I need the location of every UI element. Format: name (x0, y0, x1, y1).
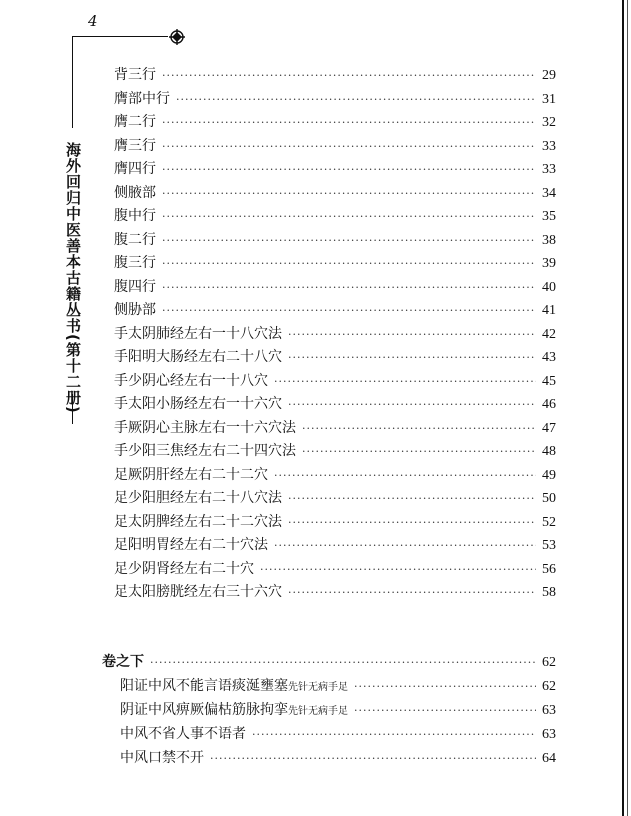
entry-page: 48 (542, 444, 556, 459)
toc-entry (114, 111, 556, 133)
toc-entry (114, 346, 556, 368)
entry-page: 58 (542, 585, 556, 600)
toc-entry (114, 534, 556, 556)
dot-leader (274, 535, 536, 557)
dot-leader (162, 300, 536, 322)
entry-page: 42 (542, 327, 556, 342)
entry-title: 背三行 (114, 67, 156, 83)
dot-leader (210, 748, 536, 770)
entry-page: 63 (542, 727, 556, 742)
entry-title: 腹四行 (114, 279, 156, 295)
header-rule (72, 36, 168, 37)
page-edge-line (622, 0, 624, 816)
dot-leader (162, 277, 536, 299)
toc-entry (120, 699, 556, 721)
entry-title: 中风不省人事不语者 (120, 726, 246, 742)
dot-leader (176, 89, 536, 111)
entry-page: 49 (542, 468, 556, 483)
toc-entry (114, 558, 556, 580)
toc-entry (114, 276, 556, 298)
dot-leader (288, 488, 536, 510)
toc-entry (114, 88, 556, 110)
dot-leader (288, 512, 536, 534)
entry-page: 31 (542, 92, 556, 107)
entry-note: 先针无病手足 (288, 682, 348, 693)
entry-page: 35 (542, 209, 556, 224)
entry-title: 手太阳小肠经左右一十六穴 (114, 396, 282, 412)
entry-page: 34 (542, 186, 556, 201)
toc-entry (114, 487, 556, 509)
entry-title: 手少阴心经左右一十八穴 (114, 373, 268, 389)
dot-leader (162, 230, 536, 252)
margin-rule-top (72, 36, 73, 128)
entry-title: 腹二行 (114, 232, 156, 248)
entry-title: 手阳明大肠经左右二十八穴 (114, 349, 282, 365)
dot-leader (274, 371, 536, 393)
entry-title: 腹三行 (114, 255, 156, 271)
dot-leader (162, 65, 536, 87)
entry-page: 53 (542, 538, 556, 553)
dot-leader (274, 465, 536, 487)
entry-title: 阳证中风不能言语痰涎壅塞 (120, 678, 288, 694)
entry-page: 52 (542, 515, 556, 530)
entry-title: 膺四行 (114, 161, 156, 177)
toc-entry (114, 581, 556, 603)
entry-title: 足厥阴肝经左右二十二穴 (114, 467, 268, 483)
dot-leader (260, 559, 536, 581)
dot-leader (288, 394, 536, 416)
toc-entry (114, 370, 556, 392)
entry-page: 33 (542, 162, 556, 177)
toc-entry (114, 135, 556, 157)
dot-leader (162, 206, 536, 228)
entry-title: 膺部中行 (114, 91, 170, 107)
dot-leader (288, 324, 536, 346)
entry-title: 中风口禁不开 (120, 750, 204, 766)
entry-title: 腹中行 (114, 208, 156, 224)
toc-entry (120, 723, 556, 745)
entry-title: 足太阴脾经左右二十二穴法 (114, 514, 282, 530)
series-title: 海外回归中医善本古籍丛书(第十二册) (64, 142, 82, 414)
entry-page: 43 (542, 350, 556, 365)
toc-entry (114, 299, 556, 321)
entry-title: 阴证中风痹厥偏枯筋脉拘挛 (120, 702, 288, 718)
dot-leader (288, 582, 536, 604)
toc-entry (114, 64, 556, 86)
entry-title: 膺三行 (114, 138, 156, 154)
entry-note: 先针无病手足 (288, 706, 348, 717)
entry-page: 47 (542, 421, 556, 436)
entry-page: 64 (542, 751, 556, 766)
entry-title: 足阳明胃经左右二十穴法 (114, 537, 268, 553)
entry-page: 40 (542, 280, 556, 295)
entry-title: 膺二行 (114, 114, 156, 130)
dot-leader (162, 112, 536, 134)
dot-leader (354, 700, 536, 722)
entry-title: 手太阴肺经左右一十八穴法 (114, 326, 282, 342)
entry-page: 29 (542, 68, 556, 83)
entry-page: 38 (542, 233, 556, 248)
ornament-icon (168, 28, 186, 46)
entry-page: 56 (542, 562, 556, 577)
toc-entry (114, 182, 556, 204)
toc-entry (114, 464, 556, 486)
dot-leader (162, 183, 536, 205)
dot-leader (288, 347, 536, 369)
page-edge-line-inner (627, 0, 628, 816)
entry-page: 39 (542, 256, 556, 271)
entry-page: 45 (542, 374, 556, 389)
chapter-heading (102, 651, 556, 673)
entry-page: 33 (542, 139, 556, 154)
toc-entry (114, 440, 556, 462)
dot-leader (162, 253, 536, 275)
toc-entry (114, 323, 556, 345)
entry-title: 手厥阴心主脉左右一十六穴法 (114, 420, 296, 436)
entry-page: 62 (542, 655, 556, 670)
entry-title: 侧腋部 (114, 185, 156, 201)
entry-page: 63 (542, 703, 556, 718)
toc-entry (114, 417, 556, 439)
entry-page: 41 (542, 303, 556, 318)
entry-title: 足少阴肾经左右二十穴 (114, 561, 254, 577)
entry-title: 侧胁部 (114, 302, 156, 318)
entry-page: 50 (542, 491, 556, 506)
entry-title: 手少阳三焦经左右二十四穴法 (114, 443, 296, 459)
entry-title: 足太阳膀胱经左右三十六穴 (114, 584, 282, 600)
dot-leader (302, 418, 536, 440)
dot-leader (354, 676, 536, 698)
toc-entry (114, 229, 556, 251)
toc-entry (114, 511, 556, 533)
page-number: 4 (88, 12, 98, 30)
dot-leader (302, 441, 536, 463)
entry-title: 足少阳胆经左右二十八穴法 (114, 490, 282, 506)
dot-leader (252, 724, 536, 746)
entry-title: 卷之下 (102, 654, 144, 670)
dot-leader (150, 652, 536, 674)
entry-page: 62 (542, 679, 556, 694)
entry-page: 46 (542, 397, 556, 412)
entry-page: 32 (542, 115, 556, 130)
toc-entry (114, 205, 556, 227)
dot-leader (162, 136, 536, 158)
toc-entry (114, 252, 556, 274)
toc-entry (120, 747, 556, 769)
toc-entry (120, 675, 556, 697)
toc-entry (114, 158, 556, 180)
dot-leader (162, 159, 536, 181)
toc-entry (114, 393, 556, 415)
